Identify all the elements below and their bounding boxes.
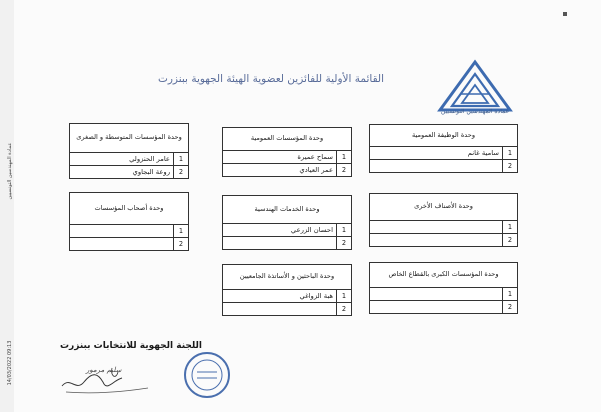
row-number: 2 (173, 238, 188, 250)
row-number: 2 (502, 301, 517, 313)
unit-small-medium-enterprises (69, 123, 189, 179)
unit-title: وحدة الباحثين و الأساتذة الجامعيين (223, 265, 351, 290)
candidate-name (70, 238, 173, 250)
signature-icon (52, 358, 162, 398)
row-number: 2 (336, 303, 351, 315)
row-number: 1 (336, 151, 351, 163)
unit-title: وحدة المؤسسات الكبرى بالقطاع الخاص (370, 263, 517, 288)
candidate-name: سامية غانم (467, 149, 499, 157)
row-number: 2 (173, 166, 188, 178)
candidate-name: عمر العيادي (299, 166, 333, 174)
unit-title: وحدة أصحاب المؤسسات (70, 193, 188, 225)
unit-researchers-professors (222, 264, 352, 316)
seal-stamp-icon (182, 350, 232, 400)
candidate-name: روعة البجاوي (132, 168, 170, 176)
table-row (70, 225, 188, 238)
table-row (370, 301, 517, 313)
candidate-name (370, 288, 502, 300)
candidate-name (223, 303, 336, 315)
unit-title: وحدة الخدمات الهندسية (223, 196, 351, 224)
table-row (370, 288, 517, 301)
logo-caption: عمادة المهندسين التونسيين (440, 108, 510, 115)
commission-name: اللجنة الجهوية للانتخابات ببنزرت (60, 341, 203, 351)
side-watermark: عمادة المهندسين التونسيين (7, 142, 13, 200)
unit-title: وحدة الوظيفة العمومية (370, 125, 517, 147)
table-row (370, 221, 517, 234)
unit-title: وحدة الأصناف الأخرى (370, 194, 517, 221)
candidate-name (370, 160, 502, 172)
candidate-name: سماح عميرة (297, 153, 333, 161)
row-number: 1 (336, 290, 351, 302)
table-row (223, 303, 351, 315)
table-row (70, 153, 188, 166)
row-number: 1 (502, 288, 517, 300)
scan-mark (563, 12, 567, 16)
candidate-name: عامر الحنزولي (129, 155, 170, 163)
table-row (70, 238, 188, 250)
table-row (223, 290, 351, 303)
candidate-name: احسان الزرعي (290, 226, 333, 234)
row-number: 1 (173, 153, 188, 165)
table-row (223, 151, 351, 164)
table-row (223, 237, 351, 249)
row-number: 1 (502, 147, 517, 159)
table-row (70, 166, 188, 178)
candidate-name (370, 301, 502, 313)
row-number: 2 (336, 237, 351, 249)
unit-title: وحدة المؤسسات العمومية (223, 128, 351, 151)
table-row (370, 234, 517, 246)
table-row (370, 160, 517, 172)
signatory-name: سليم مرمور (86, 366, 122, 374)
side-timestamp: 14/03/2022 09:13 (7, 340, 13, 386)
candidate-name (70, 225, 173, 237)
row-number: 1 (502, 221, 517, 233)
unit-engineering-services (222, 195, 352, 250)
row-number: 2 (502, 160, 517, 172)
unit-other-categories (369, 193, 518, 247)
candidate-name (223, 237, 336, 249)
table-row (370, 147, 517, 160)
candidate-name: هبة الزواغي (299, 292, 333, 300)
table-row (223, 224, 351, 237)
unit-title: وحدة المؤسسات المتوسطة و الصغرى (70, 124, 188, 153)
page-title: القائمة الأولية للفائزين لعضوية الهيئة الجهوية ببنزرت (157, 73, 385, 85)
unit-public-service (369, 124, 518, 173)
candidate-name (370, 234, 502, 246)
unit-business-owners (69, 192, 189, 251)
row-number: 1 (173, 225, 188, 237)
candidate-name (370, 221, 502, 233)
unit-public-institutions (222, 127, 352, 177)
row-number: 1 (336, 224, 351, 236)
unit-large-private-enterprises (369, 262, 518, 314)
table-row (223, 164, 351, 176)
row-number: 2 (502, 234, 517, 246)
row-number: 2 (336, 164, 351, 176)
